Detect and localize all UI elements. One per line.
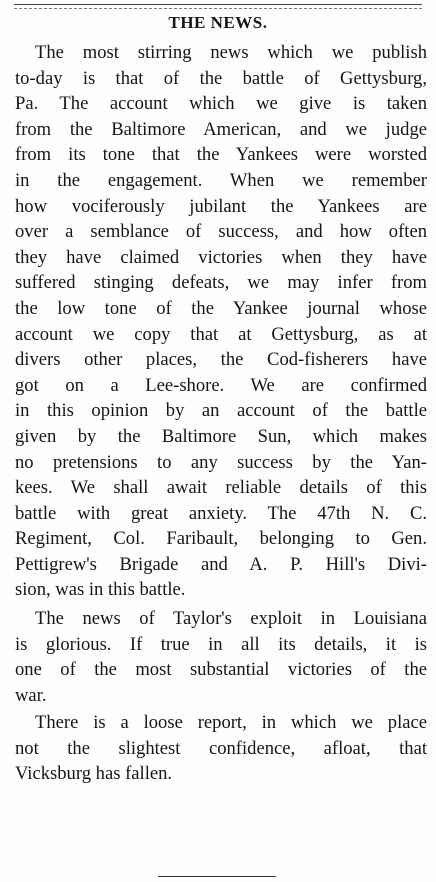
text-line: from the Baltimore American, and we judge — [15, 118, 427, 140]
text-line: given by the Baltimore Sun, which makes — [15, 425, 427, 447]
text-line: in the engagement. When we remember — [15, 169, 427, 191]
text-line: is glorious. If true in all its details, it is — [15, 633, 427, 655]
top-dashed-rule — [14, 8, 422, 9]
text-line: one of the most substantial victories of the — [15, 659, 427, 681]
paragraph-taylor — [15, 606, 427, 708]
text-line: Regiment, Col. Faribault, belonging to Gen. — [15, 528, 427, 550]
text-line: sion, was in this battle. — [15, 579, 186, 601]
text-line: Pettigrew's Brigade and A. P. Hill's Divi- — [15, 553, 427, 575]
text-line: they have claimed victories when they have — [15, 246, 427, 268]
text-line: suffered stinging defeats, we may infer from — [15, 272, 427, 294]
paragraph-gettysburg — [15, 40, 427, 603]
text-line: the low tone of the Yankee journal whose — [15, 297, 427, 319]
text-line: The news of Taylor's exploit in Louisiana — [35, 608, 427, 629]
text-line: to-day is that of the battle of Gettysburg, — [15, 67, 427, 89]
text-line: war. — [15, 684, 47, 706]
text-line: over a semblance of success, and how often — [15, 221, 427, 243]
text-line: account we copy that at Gettysburg, as at — [15, 323, 427, 345]
text-line: in this opinion by an account of the battle — [15, 400, 427, 422]
text-line: The most stirring news which we publish — [35, 42, 427, 63]
text-line: got on a Lee-shore. We are confirmed — [15, 374, 427, 396]
article-heading: THE NEWS. — [168, 13, 268, 32]
paragraph-vicksburg — [15, 710, 427, 787]
text-line: battle with great anxiety. The 47th N. C. — [15, 502, 427, 524]
text-line: divers other places, the Cod-fisherers have — [15, 349, 427, 371]
bottom-rule — [158, 876, 276, 877]
text-line: Vicksburg has fallen. — [15, 763, 173, 785]
text-line: Pa. The account which we give is taken — [15, 93, 427, 115]
text-line: how vociferously jubilant the Yankees are — [15, 195, 427, 217]
text-line: from its tone that the Yankees were worsted — [15, 144, 427, 166]
top-rule — [14, 4, 422, 5]
text-line: There is a loose report, in which we place — [35, 712, 427, 733]
text-line: no pretensions to any success by the Yan- — [15, 451, 427, 473]
text-line: kees. We shall await reliable details of this — [15, 477, 427, 499]
text-line: not the slightest confidence, afloat, that — [15, 737, 427, 759]
